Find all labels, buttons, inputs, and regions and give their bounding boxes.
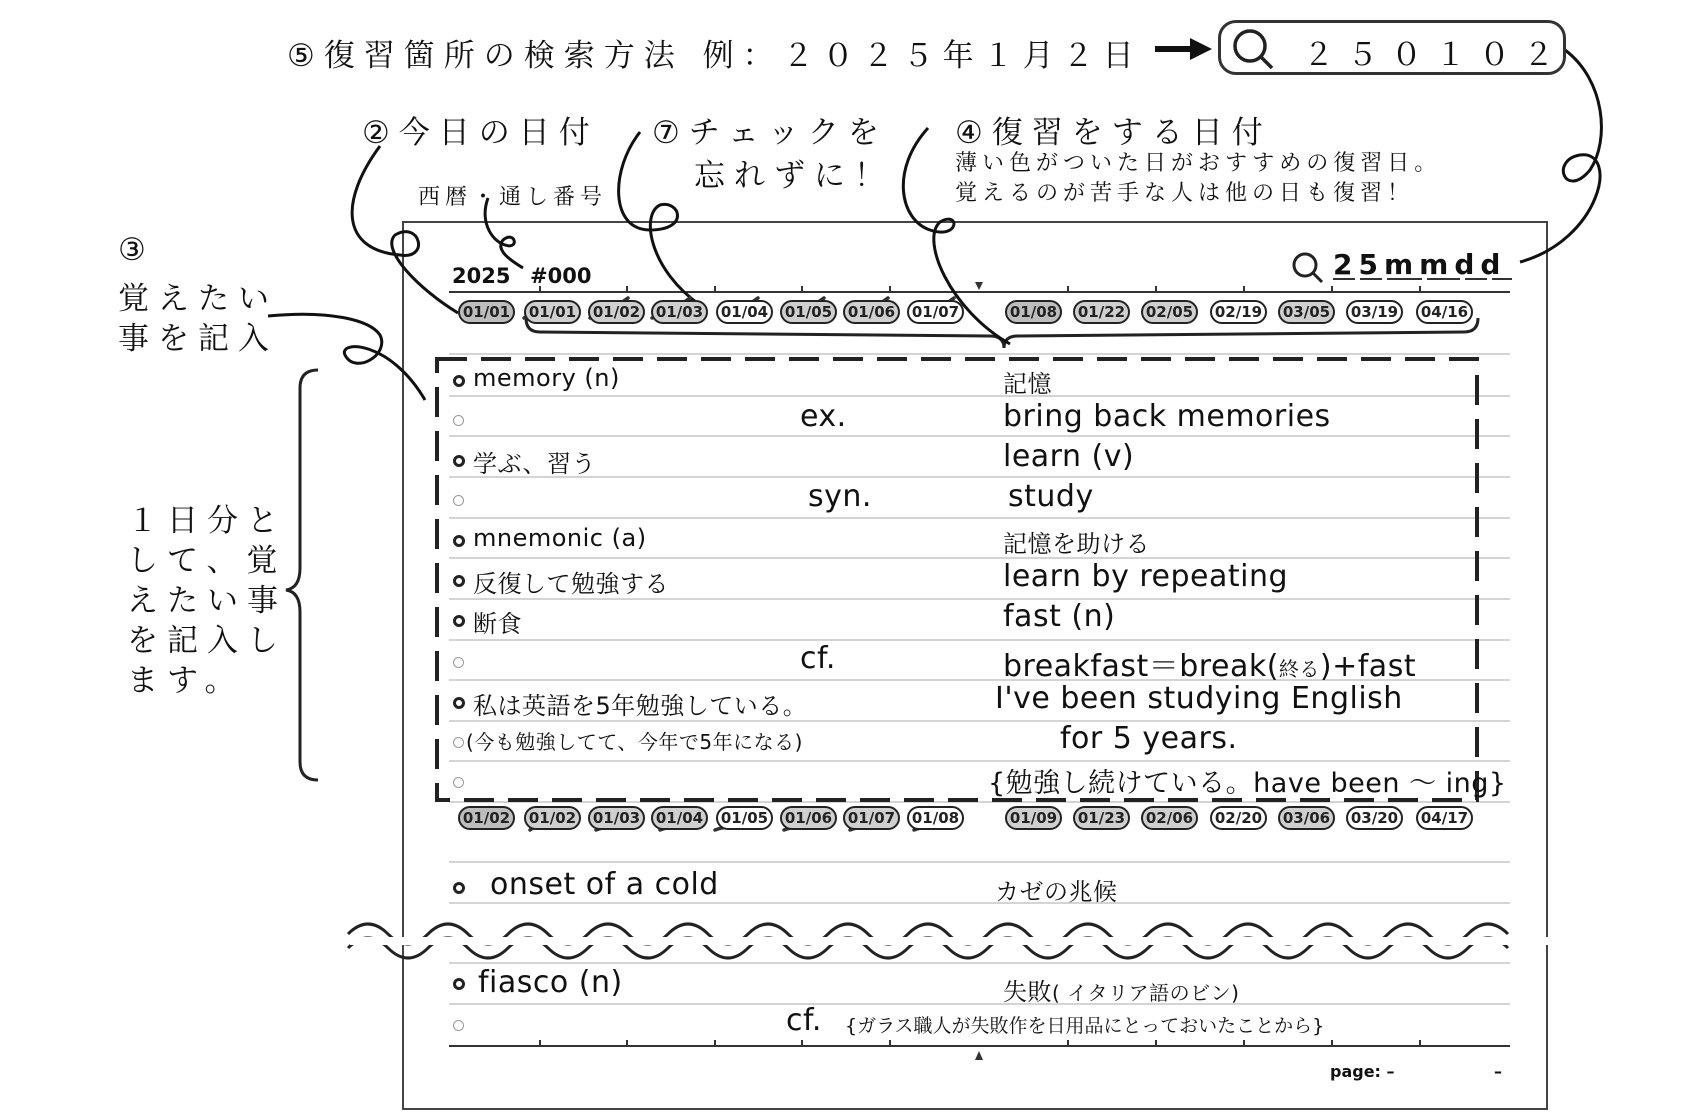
memorize-label-2: 事を記入 xyxy=(118,321,278,357)
entry-right: カゼの兆候 xyxy=(995,878,1118,906)
entry-right: learn by repeating xyxy=(1003,559,1289,594)
oneday-label-4: を記入し xyxy=(127,623,287,659)
arrow-icon xyxy=(1190,38,1212,60)
review-date-chip[interactable]: 01/07 xyxy=(843,806,900,830)
review-date-chip[interactable]: 02/05 xyxy=(1141,300,1198,324)
entry-mid: syn. xyxy=(808,479,872,514)
entry-bullet[interactable] xyxy=(453,657,464,668)
review-date-label: ④復習をする日付 xyxy=(955,115,1272,151)
entry-left: 私は英語を5年勉強している。 xyxy=(473,692,808,720)
entry-right: 記憶を助ける xyxy=(1003,530,1150,558)
top-marker xyxy=(975,282,983,290)
entry-right: 記憶 xyxy=(1003,370,1052,398)
search-connector xyxy=(1520,50,1601,262)
review-date-chip[interactable]: 01/05 xyxy=(780,300,837,324)
entry-left: fiasco (n) xyxy=(478,965,623,1000)
review-date-chip[interactable]: 03/20 xyxy=(1346,806,1403,830)
entry-bullet[interactable] xyxy=(453,737,464,748)
review-date-chip[interactable]: 03/19 xyxy=(1346,300,1403,324)
entry-right: {ガラス職人が失敗作を日用品にとっておいたことから} xyxy=(845,1015,1325,1037)
entry-mid: cf. xyxy=(800,641,836,676)
page-serial: #000 xyxy=(530,264,592,288)
review-date-chip[interactable]: 03/06 xyxy=(1278,806,1335,830)
footer-dash: – xyxy=(1494,1062,1502,1081)
entry-right: study xyxy=(1008,479,1094,514)
review-date-chip[interactable]: 01/03 xyxy=(588,806,645,830)
review-date-chip[interactable]: 01/08 xyxy=(1005,300,1062,324)
entry-bullet[interactable] xyxy=(453,495,464,506)
entry-bullet[interactable] xyxy=(453,697,465,709)
review-date-chip[interactable]: 01/04 xyxy=(651,806,708,830)
review-date-chip[interactable]: 02/06 xyxy=(1141,806,1198,830)
entry-left: memory (n) xyxy=(473,364,620,392)
oneday-label-2: して、覚 xyxy=(127,543,287,579)
entry-right: breakfast＝break(終る)+fast xyxy=(1003,649,1417,684)
entry-bullet[interactable] xyxy=(453,777,464,788)
review-date-chip[interactable]: 01/02 xyxy=(524,806,581,830)
entry-bullet[interactable] xyxy=(453,415,464,426)
review-date-chip[interactable]: 01/06 xyxy=(843,300,900,324)
review-date-chip[interactable]: 01/06 xyxy=(780,806,837,830)
entry-bullet[interactable] xyxy=(453,575,465,587)
review-date-chip[interactable]: 03/05 xyxy=(1278,300,1335,324)
entry-bullet[interactable] xyxy=(453,882,465,894)
oneday-label-3: えたい事 xyxy=(127,583,287,619)
entry-left: onset of a cold xyxy=(490,867,719,902)
review-date-chip[interactable]: 01/01 xyxy=(524,300,581,324)
footer-page: page: – xyxy=(1330,1062,1395,1081)
review-date-chip[interactable]: 01/01 xyxy=(458,300,515,324)
entry-right: for 5 years. xyxy=(1060,721,1238,756)
today-date-label: ②今日の日付 xyxy=(362,115,599,151)
entry-right: fast (n) xyxy=(1003,599,1116,634)
review-date-chip[interactable]: 04/17 xyxy=(1416,806,1473,830)
search-method-label: ⑤復習箇所の検索方法 例：２０２５年１月２日 xyxy=(287,38,1143,74)
page-year: 2025 xyxy=(452,264,511,288)
entry-right: 失敗( イタリア語のビン) xyxy=(1003,978,1240,1006)
review-note-1: 薄い色がついた日がおすすめの復習日。 xyxy=(955,151,1442,176)
check-label-2: 忘れずに！ xyxy=(694,158,894,194)
wave-gap xyxy=(350,937,1580,945)
oneday-brace xyxy=(286,370,318,780)
review-date-chip[interactable]: 01/09 xyxy=(1005,806,1062,830)
entry-bullet[interactable] xyxy=(453,535,465,547)
era-serial-label: 西暦・通し番号 xyxy=(418,185,608,210)
check-connector xyxy=(619,132,700,305)
entry-bullet[interactable] xyxy=(453,455,465,467)
review-date-chip[interactable]: 01/08 xyxy=(907,806,964,830)
review-date-chip[interactable]: 01/02 xyxy=(458,806,515,830)
memorize-label-1: 覚えたい xyxy=(118,281,278,317)
review-date-chip[interactable]: 01/04 xyxy=(716,300,773,324)
entry-mid: cf. xyxy=(786,1003,822,1038)
today-connector xyxy=(352,146,458,313)
review-date-chip[interactable]: 02/20 xyxy=(1210,806,1267,830)
review-date-chip[interactable]: 04/16 xyxy=(1416,300,1473,324)
entry-left: (今も勉強してて、今年で5年になる) xyxy=(466,730,803,754)
memorize-connector xyxy=(268,314,425,400)
entry-left: mnemonic (a) xyxy=(473,524,647,552)
review-date-chip[interactable]: 01/23 xyxy=(1073,806,1130,830)
entry-bullet[interactable] xyxy=(453,1020,464,1031)
code-search-icon xyxy=(1294,254,1322,282)
review-date-chip[interactable]: 01/03 xyxy=(651,300,708,324)
oneday-label-1: １日分と xyxy=(127,503,287,539)
review-date-chip[interactable]: 01/22 xyxy=(1073,300,1130,324)
review-date-chip[interactable]: 01/02 xyxy=(588,300,645,324)
oneday-label-5: ます。 xyxy=(127,663,245,699)
review-date-chip[interactable]: 01/05 xyxy=(716,806,773,830)
review-date-chip[interactable]: 02/19 xyxy=(1210,300,1267,324)
entry-mid: ex. xyxy=(800,399,847,434)
entry-right: learn (v) xyxy=(1003,439,1135,474)
entry-bullet[interactable] xyxy=(453,978,465,990)
review-date-chip[interactable]: 01/07 xyxy=(907,300,964,324)
check-label-1: ⑦チェックを xyxy=(652,115,888,151)
entry-bullet[interactable] xyxy=(453,615,465,627)
entry-left: 断食 xyxy=(473,610,522,638)
search-example-text: ２５０１０２ xyxy=(1303,37,1567,73)
entry-right: {勉強し続けている。have been 〜 ing} xyxy=(988,768,1507,799)
entry-bullet[interactable] xyxy=(453,375,465,387)
entry-right: bring back memories xyxy=(1003,399,1331,434)
entry-left: 学ぶ、習う xyxy=(473,450,596,478)
entry-right: I've been studying English xyxy=(995,681,1403,716)
memorize-number: ③ xyxy=(118,232,155,268)
search-code: 25mmdd xyxy=(1333,248,1507,281)
review-note-2: 覚えるのが苦手な人は他の日も復習！ xyxy=(955,181,1415,206)
entry-left: 反復して勉強する xyxy=(473,570,669,598)
